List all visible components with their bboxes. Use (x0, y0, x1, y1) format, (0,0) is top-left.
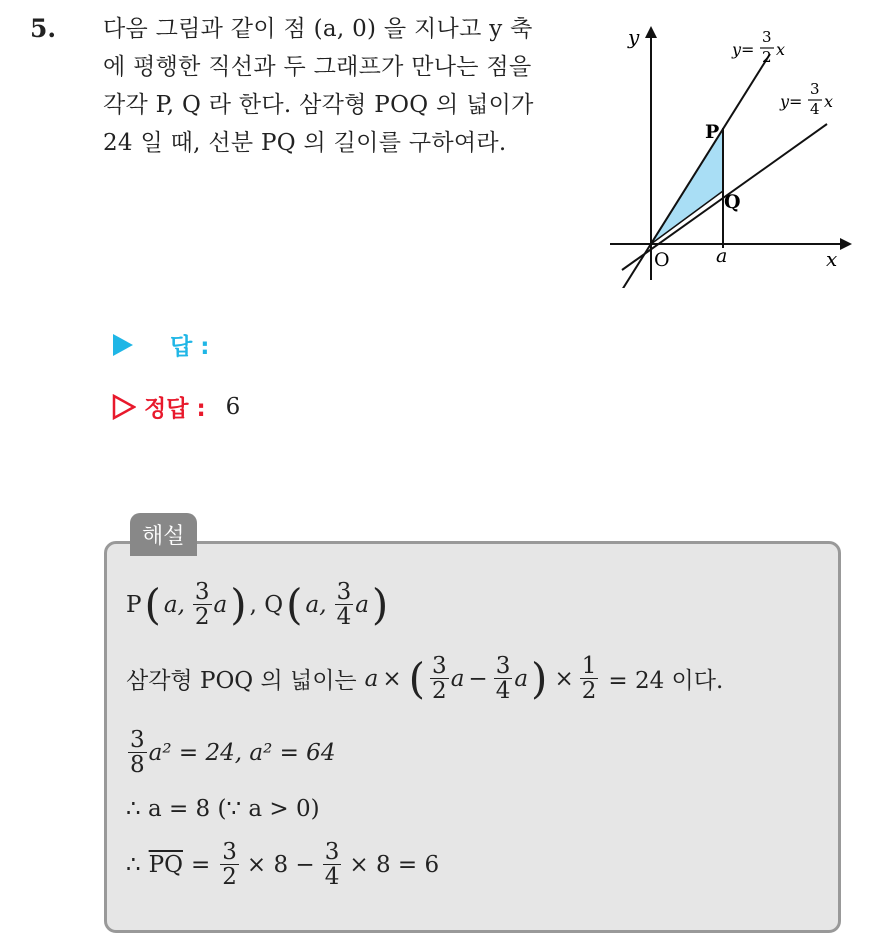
point-p-label: P (705, 121, 720, 143)
fraction-3-4 (494, 654, 513, 703)
equation-text: a² = 24, a² = 64 (148, 739, 336, 766)
line2-var: x (824, 92, 834, 111)
question-line: 에 평행한 직선과 두 그래프가 만나는 점을 (103, 54, 532, 80)
text-a: a (450, 665, 465, 692)
answer-row (112, 328, 209, 361)
denominator: 4 (495, 678, 511, 705)
point-a-label: a (716, 245, 728, 267)
solution-line-pq (126, 840, 439, 889)
fraction-3-4 (323, 840, 342, 889)
line1-den: 2 (762, 48, 772, 66)
question-line: 24 일 때, 선분 PQ 의 길이를 구하여라. (103, 130, 507, 156)
fraction-3-8 (128, 728, 147, 777)
times-8-result: × 8 = 6 (349, 851, 440, 878)
question-number: 5. (30, 14, 57, 43)
denominator: 4 (324, 864, 340, 891)
denominator: 2 (581, 678, 597, 705)
solution-line-equation (126, 728, 335, 777)
numerator: 3 (194, 579, 210, 605)
numerator: 3 (432, 653, 447, 679)
text-p: P (126, 591, 142, 618)
question-line: 다음 그림과 같이 점 (a, 0) 을 지나고 y 축 (103, 16, 533, 42)
text-a: a, (163, 591, 185, 618)
segment-pq: $\overline{PQ}$ (148, 851, 183, 878)
graph-figure (602, 18, 864, 288)
paren-open: ( (286, 579, 303, 629)
paren-close: ) (230, 579, 247, 629)
solution-line-value (126, 796, 320, 822)
paren-open: ( (408, 653, 426, 703)
fraction-3-4 (335, 580, 354, 629)
fraction-3-2 (193, 580, 212, 629)
solution-tab: 해설 (130, 513, 197, 556)
denominator: 2 (432, 678, 447, 705)
paren-close: ) (371, 579, 389, 629)
times-8-minus: × 8 − (246, 851, 315, 878)
denominator: 2 (194, 604, 210, 631)
correct-answer-row (112, 390, 240, 423)
numerator: 3 (495, 653, 511, 679)
minus: − (468, 665, 488, 692)
numerator: 3 (130, 727, 145, 753)
correct-answer-value: 6 (225, 393, 241, 420)
outline-triangle-icon (112, 394, 136, 420)
solution-line-area (126, 654, 723, 703)
question-line: 각각 P, Q 라 한다. 삼각형 POQ 의 넓이가 (103, 92, 534, 118)
line1-num: 3 (762, 28, 772, 46)
value-text: ∴ a = 8 (∵ a > 0) (126, 796, 320, 822)
line-y-3-2x (622, 54, 770, 288)
times: × (554, 665, 574, 692)
line2-num: 3 (810, 80, 820, 98)
denominator: 2 (222, 864, 237, 891)
text-a: a (364, 665, 379, 692)
numerator: 3 (324, 839, 340, 865)
area-text: 삼각형 POQ 의 넓이는 (126, 668, 357, 695)
therefore: ∴ (126, 851, 141, 878)
text-a: a (213, 591, 228, 618)
fraction-3-2 (430, 654, 449, 703)
line1-prefix: y= (732, 40, 755, 59)
question-text (103, 10, 588, 162)
axis-y-label: y (628, 25, 640, 49)
denominator: 8 (130, 752, 145, 779)
point-q-label: Q (724, 191, 741, 213)
origin-label: O (654, 249, 670, 271)
fraction-1-2 (580, 654, 599, 703)
equals: = (190, 851, 211, 878)
text-q: , Q (249, 591, 284, 618)
text-a: a, (305, 591, 327, 618)
paren-close: ) (531, 653, 548, 703)
denominator: 4 (336, 604, 352, 631)
numerator: 3 (336, 579, 352, 605)
text-a: a (514, 665, 529, 692)
numerator: 3 (222, 839, 237, 865)
axis-x-label: x (826, 247, 838, 271)
line2-den: 4 (810, 100, 820, 118)
x-axis-arrow-icon (840, 238, 852, 250)
play-triangle-icon (112, 333, 134, 357)
y-axis-arrow-icon (645, 26, 657, 38)
solution-line-points (126, 580, 391, 629)
line2-prefix: y= (780, 92, 803, 111)
answer-label: 답 : (170, 334, 210, 360)
numerator: 1 (581, 653, 597, 679)
correct-answer-label: 정답 : (144, 396, 206, 422)
fraction-3-2 (220, 840, 239, 889)
equals-text: = 24 이다. (608, 668, 724, 695)
paren-open: ( (144, 579, 161, 629)
line1-var: x (776, 40, 786, 59)
text-a: a (355, 591, 369, 618)
times: × (382, 665, 402, 692)
